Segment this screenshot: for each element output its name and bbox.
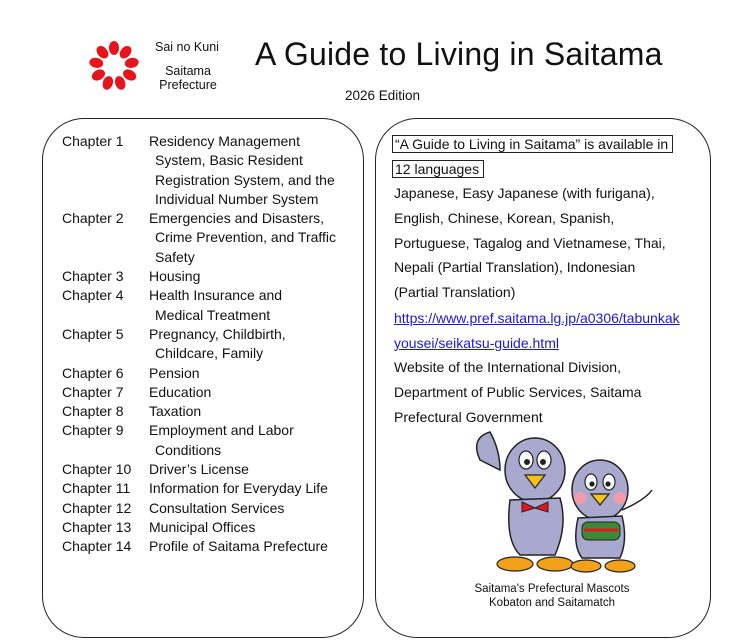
chapter-item — [62, 537, 349, 556]
chapter-item — [62, 402, 349, 421]
saitamatch-mascot — [571, 460, 652, 572]
chapter-item — [62, 499, 349, 518]
chapter-title — [149, 460, 349, 479]
chapter-title-line: Driver’s License — [149, 461, 249, 478]
language-list — [394, 181, 666, 305]
page-title: A Guide to Living in Saitama — [255, 36, 663, 72]
chapter-item — [62, 518, 349, 537]
chapter-title — [149, 479, 349, 498]
chapter-title-line: System, Basic Resident — [155, 152, 303, 169]
chapter-number: Chapter 14 — [62, 538, 132, 555]
chapter-title-line: Information for Everyday Life — [149, 480, 328, 497]
chapter-title — [149, 267, 349, 286]
chapter-number: Chapter 2 — [62, 210, 124, 227]
chapter-item — [62, 132, 349, 209]
chapter-title-line: Pregnancy, Childbirth, — [149, 325, 286, 342]
chapter-number: Chapter 9 — [62, 422, 124, 439]
guide-url-line1[interactable]: https://www.pref.saitama.lg.jp/a0306/tabunkak — [394, 310, 680, 326]
saitama-logo — [88, 38, 140, 94]
chapter-item — [62, 267, 349, 286]
language-line: English, Chinese, Korean, Spanish, — [394, 209, 615, 226]
mascot-caption-line1: Saitama's Prefectural Mascots — [474, 583, 630, 595]
chapter-title-line: Employment and Labor — [149, 422, 294, 439]
mascot-caption-line2: Kobaton and Saitamatch — [489, 596, 615, 609]
availability-box-text — [392, 135, 673, 153]
chapter-number: Chapter 3 — [62, 268, 124, 285]
mascot-caption — [452, 583, 652, 610]
language-line: Nepali (Partial Translation), Indonesian — [394, 259, 636, 276]
logo-caption-name — [152, 64, 224, 93]
chapter-title-line: Emergencies and Disasters, — [149, 210, 325, 227]
chapter-number: Chapter 7 — [62, 383, 124, 400]
chapter-item — [62, 209, 349, 267]
chapter-number: Chapter 11 — [62, 480, 131, 497]
website-line: Prefectural Government — [394, 408, 543, 425]
chapter-number: Chapter 1 — [62, 133, 124, 149]
chapter-title-line: Individual Number System — [155, 190, 319, 207]
chapter-title — [149, 537, 349, 556]
chapter-title — [149, 518, 349, 537]
kobaton-mascot — [477, 432, 573, 571]
chapter-number: Chapter 8 — [62, 403, 124, 420]
chapter-title-line: Childcare, Family — [155, 345, 264, 362]
chapter-item — [62, 286, 349, 325]
website-description — [394, 355, 641, 429]
chapter-number: Chapter 10 — [62, 461, 132, 478]
chapter-title-line: Safety — [155, 248, 195, 265]
chapter-title — [149, 364, 349, 383]
chapter-list — [62, 132, 349, 557]
chapter-title-line: Profile of Saitama Prefecture — [149, 538, 328, 555]
language-line: Portuguese, Tagalog and Vietnamese, Thai, — [394, 234, 666, 251]
chapter-number: Chapter 13 — [62, 518, 132, 535]
chapter-title — [149, 286, 349, 325]
chapter-item — [62, 383, 349, 402]
guide-url-line2[interactable]: yousei/seikatsu-guide.html — [394, 334, 559, 351]
chapter-number: Chapter 4 — [62, 287, 124, 304]
guide-url-link[interactable] — [394, 306, 680, 356]
chapter-title — [149, 499, 349, 518]
chapter-title-line: Taxation — [149, 403, 202, 420]
website-line: Department of Public Services, Saitama — [394, 383, 642, 400]
chapter-number: Chapter 5 — [62, 325, 124, 342]
language-line: Japanese, Easy Japanese (with furigana), — [394, 185, 655, 201]
availability-note — [394, 132, 673, 182]
logo-caption-line2: Saitama — [165, 64, 211, 78]
chapter-number: Chapter 12 — [62, 499, 132, 516]
chapter-title-line: Consultation Services — [149, 499, 285, 516]
website-line: Website of the International Division, — [394, 359, 621, 375]
chapter-item — [62, 364, 349, 383]
chapter-title-line: Education — [149, 383, 212, 400]
chapter-title-line: Municipal Offices — [149, 518, 256, 535]
chapter-item — [62, 325, 349, 364]
chapter-item — [62, 460, 349, 479]
chapter-title — [149, 325, 349, 364]
chapter-title-line: Conditions — [155, 441, 222, 458]
chapter-title — [149, 402, 349, 421]
availability-line2-box — [392, 160, 484, 178]
language-line: (Partial Translation) — [394, 284, 516, 301]
chapter-title-line: Housing — [149, 268, 201, 285]
chapter-item — [62, 479, 349, 498]
chapter-title — [149, 383, 349, 402]
availability-line1: “A Guide to Living in Saitama” is available in — [395, 136, 669, 152]
logo-caption-line1: Sai no Kuni — [155, 40, 219, 54]
chapter-title-line: Medical Treatment — [155, 306, 271, 323]
chapter-title-line: Residency Management — [149, 133, 300, 149]
chapter-title — [149, 132, 349, 209]
availability-line2: 12 languages — [395, 160, 480, 177]
chapter-item — [62, 421, 349, 460]
chapter-title-line: Pension — [149, 364, 200, 381]
chapter-title-line: Health Insurance and — [149, 287, 283, 304]
mascot-illustration — [460, 430, 660, 580]
chapter-title-line: Crime Prevention, and Traffic — [155, 229, 337, 246]
chapter-title — [149, 421, 349, 460]
logo-caption-line3: Prefecture — [159, 78, 217, 93]
chapter-title-line: Registration System, and the — [155, 171, 335, 188]
chapter-number: Chapter 6 — [62, 364, 124, 381]
edition-label: 2026 Edition — [345, 88, 421, 103]
chapter-title — [149, 209, 349, 267]
